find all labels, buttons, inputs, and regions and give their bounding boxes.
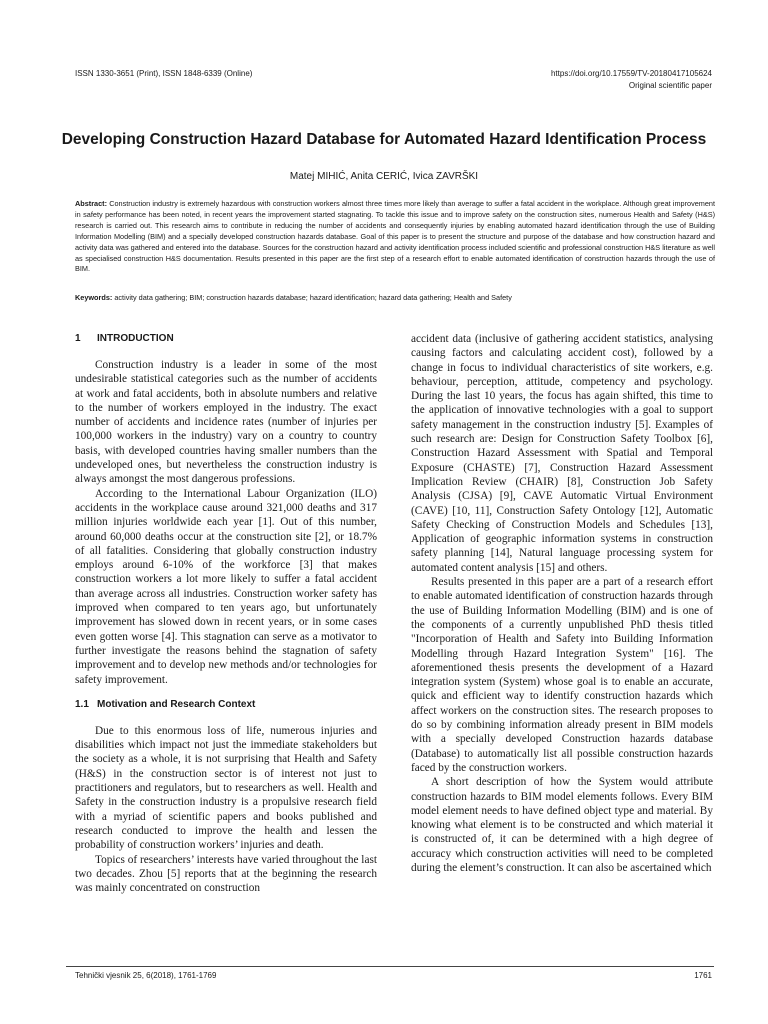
footer-divider [66, 966, 714, 967]
subsection-title: Motivation and Research Context [97, 698, 256, 710]
left-column [75, 332, 377, 895]
page-number: 1761 [694, 971, 712, 980]
paragraph: Due to this enormous loss of life, numerous injuries and disabilities which impact not just the immediate stakeholders but the society as a whole, it is not surprising that Health and Safety (H&S) in the construction sector is of interest not just to practitioners and regulators, but to researchers as well. Health and Safety in the construction industry is a propulsive research field with a myriad of scientific papers and books published and research conducted to improve the health and lessen the probability of construction workers’ injuries and death. [75, 724, 377, 852]
article-type: Original scientific paper [628, 81, 712, 90]
paragraph: Topics of researchers’ interests have varied throughout the last two decades. Zhou [5] reports that at the beginning the research was mainly concentrated on construction [75, 853, 377, 895]
author-list: Matej MIHIĆ, Anita CERIĆ, Ivica ZAVRŠKI [289, 171, 479, 182]
abstract [75, 199, 715, 275]
keywords-text: activity data gathering; BIM; construction hazards database; hazard identification; hazard data gathering; Health and Safety [114, 293, 512, 302]
subsection-number: 1.1 [75, 698, 89, 710]
keywords-label: Keywords: [75, 293, 113, 302]
subsection-heading-motivation [75, 698, 377, 712]
paragraph: A short description of how the System would attribute construction hazards to BIM model elements follows. Every BIM model element needs to have defined object type and material. By knowing what element is to be constructed and which material it is constructed of, it can be determined with a high degree of accuracy which construction activities will need to be completed during the element’s construction. It can also be ascertained which [411, 776, 713, 874]
abstract-text: Construction industry is extremely hazardous with construction workers almost three times more likely than average to suffer a fatal accident in the workplace. Although great improvement in safety performance has been noted, in recent years the improvement started stagnating. To tackle this issue and to improve safety on the construction sites, numerous Health and Safety (H&S) research is carried out. This research aims to contribute in reducing the number of accidents and consequently injuries by enabling automated hazard identification through the use of Building Information Modelling (BIM) and a specially developed construction hazards database. Goal of this paper is to present the structure and purpose of the database and how construction hazard and activity data was gathered and entered into the database. Sources for the construction hazard and activity identification process included scientific and professional construction H&S literature as well as specialised construction H&S documentation. Results presented in this paper are the first step of a research effort to enable automated identification of construction hazards through the use of BIM. [75, 199, 715, 274]
keywords [75, 293, 715, 304]
paragraph: Construction industry is a leader in some of the most undesirable statistical categories such as the number of accidents at work and fatal accidents, both in absolute numbers and relative to the number of workers employed in the industry. The exact number of accidents and incidence rates (number of injuries per 100,000 workers in the industry) vary on a country to country basis, with developed countries having smaller numbers than the undeveloped ones, but nevertheless the construction industry is always amongst the most dangerous professions. [75, 359, 377, 486]
issn-line: ISSN 1330-3651 (Print), ISSN 1848-6339 (Online) [75, 69, 253, 78]
paragraph: accident data (inclusive of gathering accident statistics, analysing causing factors and calculating accident cost), followed by a change in focus to individual characteristics of site workers, e.g. behaviour, perception, attitude, competency and psychology. During the last 10 years, the focus has again shifted, this time to the application of innovative technologies with a goal to support safety management in the construction industry [5]. Examples of such research are: Design for Construction Safety Toolbox [6], Construction Hazard Assessment with Spatial and Temporal Exposure (CHASTE) [7], Construction Hazard Assessment Implication Review (CHAIR) [8], Construction Job Safety Analysis (CJSA) [9], CAVE Automatic Virtual Environment (CAVE) [10, 11], Construction Safety Ontology [12], Automatic Safety Checking of Construction Models and Schedules [13], Application of geographic information systems in construction safety planning [14], Natural language processing system for automated content analysis [15] and others. [411, 333, 713, 574]
paper-title: Developing Construction Hazard Database for Automated Hazard Identification Process [61, 131, 707, 148]
right-column [411, 332, 713, 875]
doi-link[interactable]: https://doi.org/10.17559/TV-20180417105624 [550, 69, 712, 78]
header-right [551, 68, 712, 92]
section-number: 1 [75, 333, 81, 344]
paragraph: Results presented in this paper are a part of a research effort to enable automated identification of construction hazards through the use of Building Information Modelling (BIM) and is one of the components of a currently unpublished PhD thesis titled "Incorporation of Health and Safety into Building Information Modelling through Hazard Integration System" [16]. The aforementioned thesis presents the development of a Hazard integration system (System) whose goal is to enable an accurate, quick and efficient way to identify construction hazards which affect workers on the construction sites. The research proposes to do so by combining information already present in BIM models with a specially developed Construction hazards database (Database) to automatically list all possible construction hazards faced by the construction workers. [411, 576, 713, 774]
section-title: INTRODUCTION [97, 333, 174, 344]
section-heading-introduction [75, 332, 377, 346]
journal-citation: Tehnički vjesnik 25, 6(2018), 1761-1769 [75, 971, 217, 980]
abstract-label: Abstract: [75, 199, 108, 208]
paragraph: According to the International Labour Organization (ILO) accidents in the workplace cause around 321,000 deaths and 317 million injuries worldwide each year [1]. Out of this number, around 60,000 deaths occur at the construction site [2], or 18.7% of all fatalities. Considering that globally construction industry employs around 6-10% of the workforce [3] that makes construction workers a lot more likely to suffer a fatal accident than average across all industries. Construction worker safety has improved when compared to ten years ago, but unfortunately improvement has slowed down in recent years, or in some cases even gotten worse [4]. This stagnation can serve as a motivator to further investigate the reasons behind the stagnation of safety improvement and to develop new methods and/or technologies for safety improvement. [75, 487, 377, 686]
